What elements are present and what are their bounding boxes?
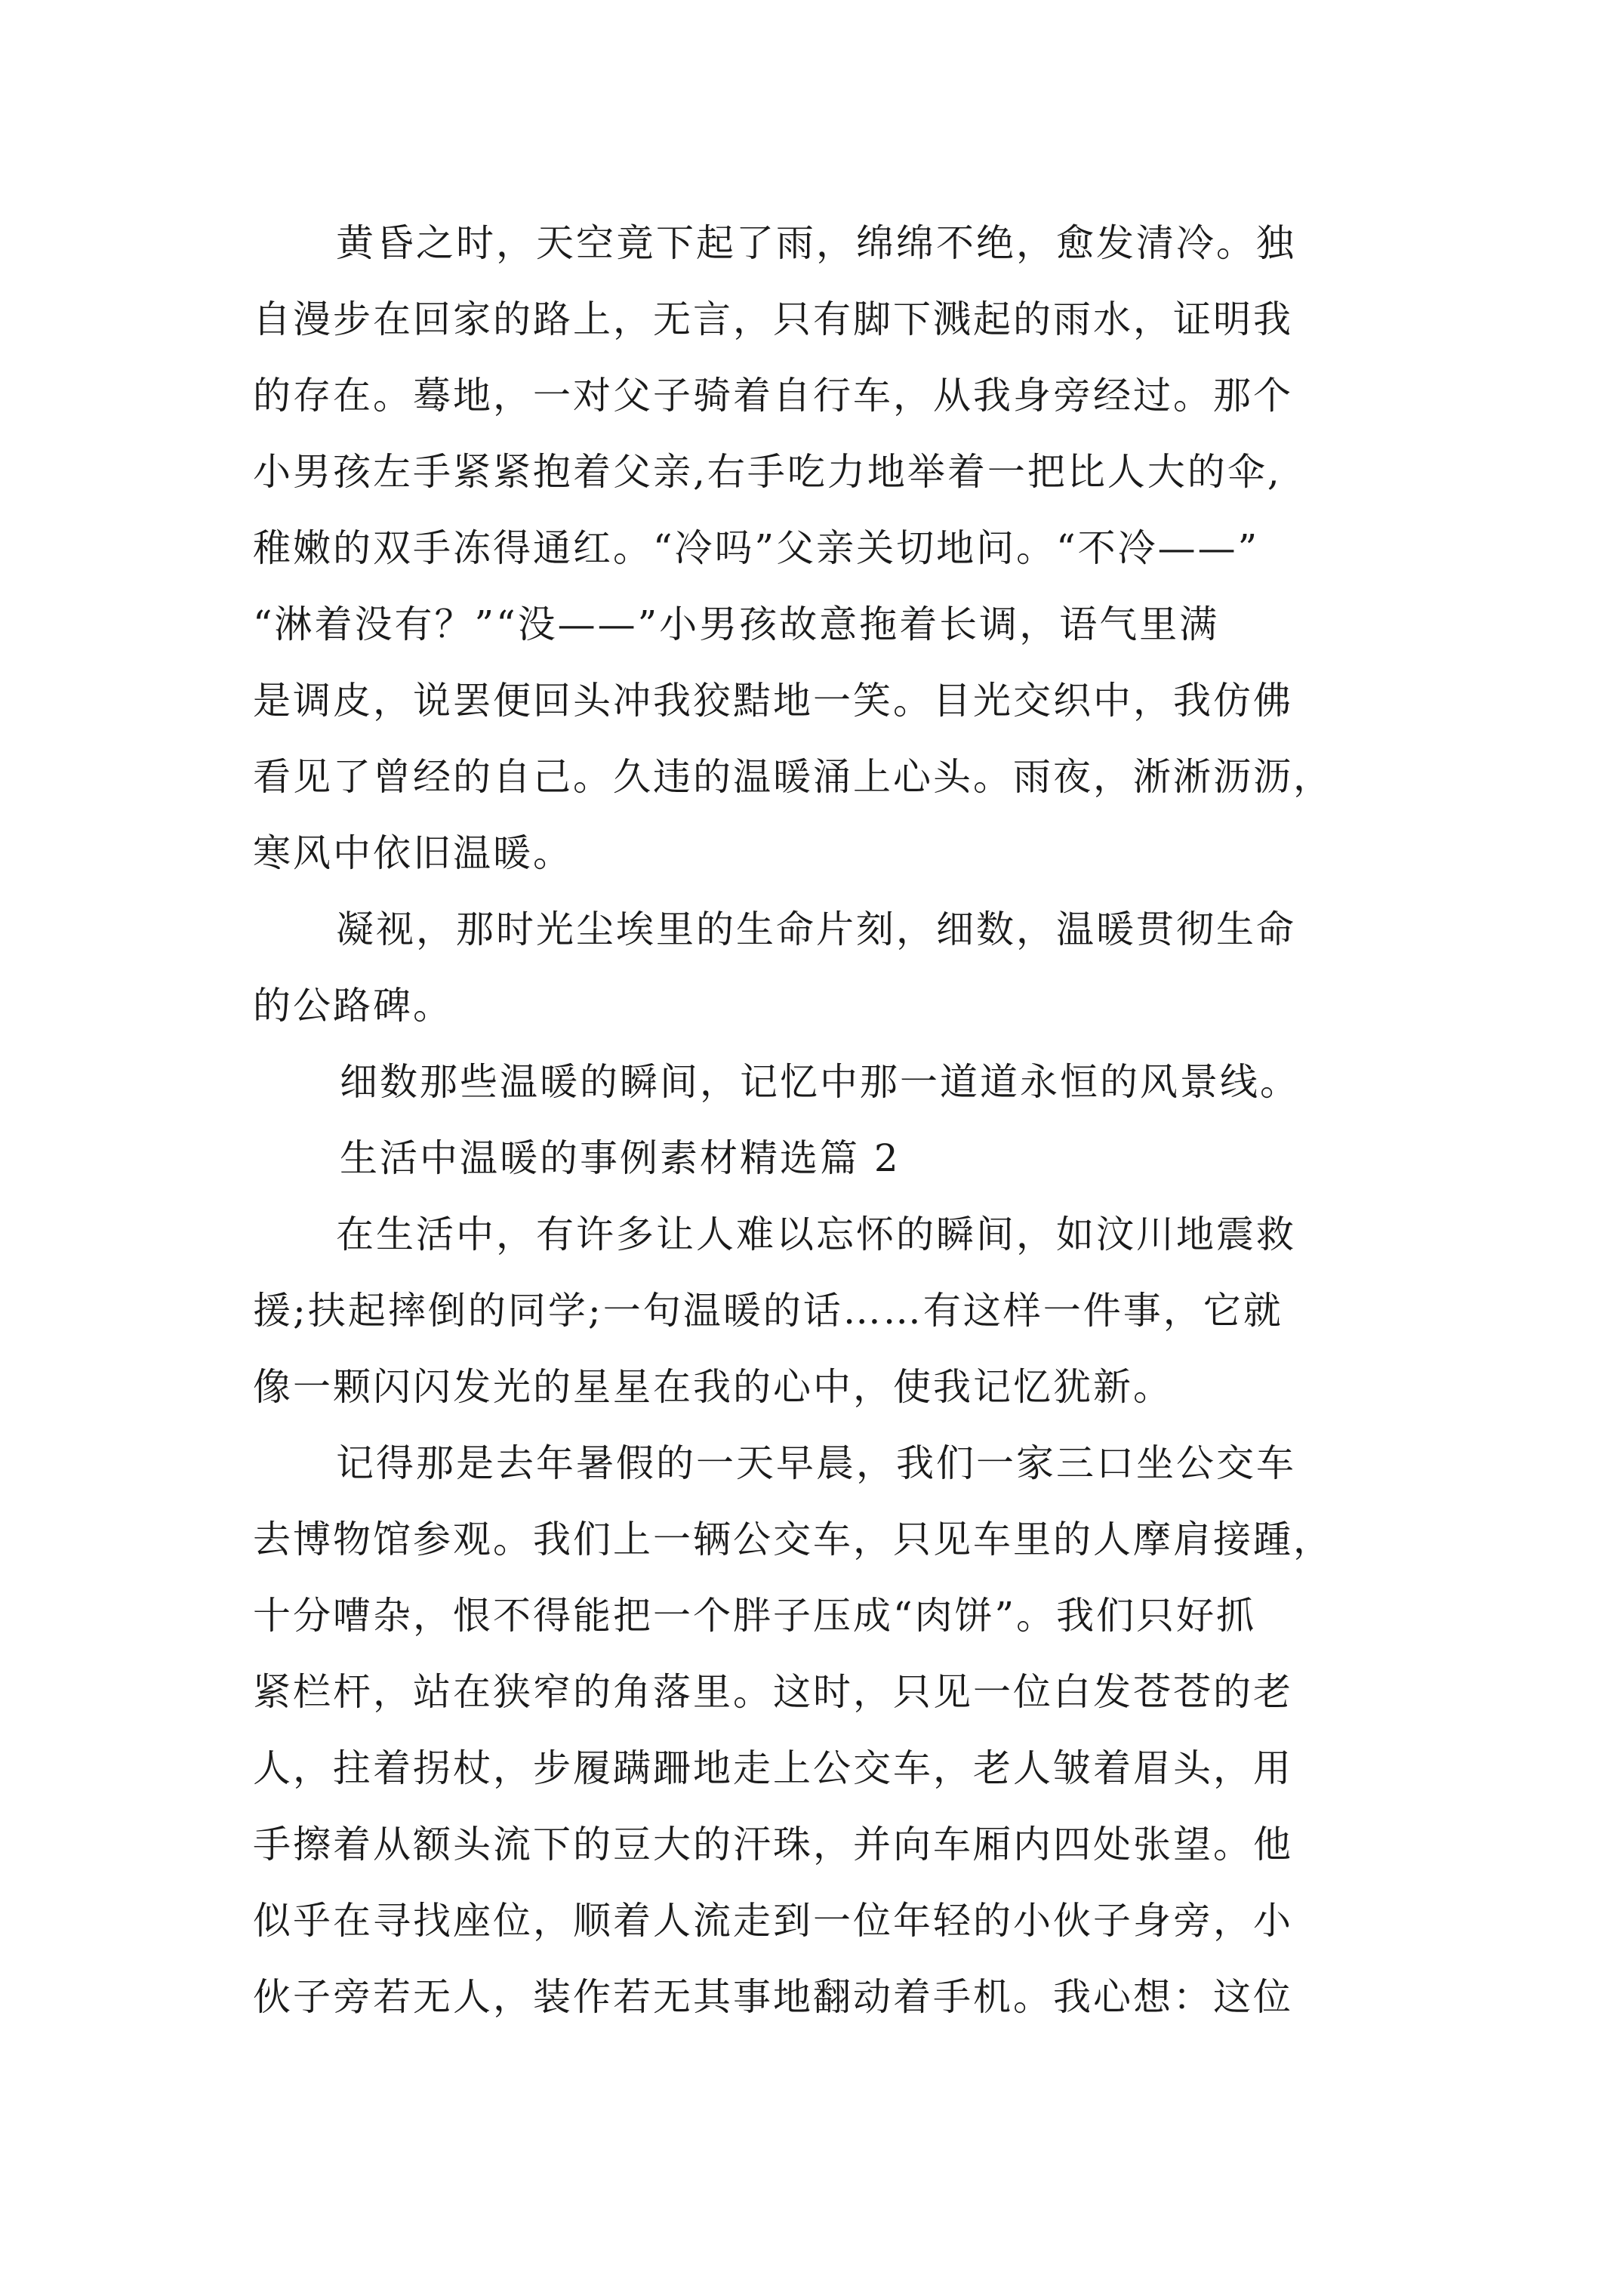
text-line: 的存在。蓦地，一对父子骑着自行车，从我身旁经过。那个 xyxy=(253,374,1293,418)
text-line: 看见了曾经的自己。久违的温暖涌上心头。雨夜，淅淅沥沥， xyxy=(253,755,1333,799)
text-line: 援;扶起摔倒的同学;一句温暖的话……有这样一件事，它就 xyxy=(253,1289,1283,1333)
text-line: 记得那是去年暑假的一天早晨，我们一家三口坐公交车 xyxy=(336,1441,1296,1485)
text-line: 似乎在寻找座位，顺着人流走到一位年轻的小伙子身旁，小 xyxy=(253,1899,1293,1943)
text-line: 黄昏之时，天空竟下起了雨，绵绵不绝，愈发清冷。独 xyxy=(336,221,1296,265)
text-line: 的公路碑。 xyxy=(253,984,453,1028)
text-line: 人，拄着拐杖，步履蹒跚地走上公交车，老人皱着眉头，用 xyxy=(253,1746,1293,1790)
section-heading: 生活中温暖的事例素材精选篇 2 xyxy=(340,1136,901,1180)
text-line: 在生活中，有许多让人难以忘怀的瞬间，如汶川地震救 xyxy=(336,1213,1296,1256)
text-line: 小男孩左手紧紧抱着父亲,右手吃力地举着一把比人大的伞, xyxy=(253,450,1282,494)
text-line: 伙子旁若无人，装作若无其事地翻动着手机。我心想：这位 xyxy=(253,1975,1293,2019)
text-line: 凝视，那时光尘埃里的生命片刻，细数，温暖贯彻生命 xyxy=(336,908,1296,951)
text-line: “淋着没有？”“没——”小男孩故意拖着长调，语气里满 xyxy=(253,603,1220,646)
document-body xyxy=(253,205,1385,2036)
text-line: 细数那些温暖的瞬间，记忆中那一道道永恒的风景线。 xyxy=(340,1060,1300,1104)
text-line: 寒风中依旧温暖。 xyxy=(253,831,573,875)
text-line: 是调皮，说罢便回头冲我狡黠地一笑。目光交织中，我仿佛 xyxy=(253,679,1293,723)
text-line: 像一颗闪闪发光的星星在我的心中，使我记忆犹新。 xyxy=(253,1365,1173,1409)
text-line: 紧栏杆，站在狭窄的角落里。这时，只见一位白发苍苍的老 xyxy=(253,1670,1293,1714)
text-line: 手擦着从额头流下的豆大的汗珠，并向车厢内四处张望。他 xyxy=(253,1823,1293,1866)
text-line: 自漫步在回家的路上，无言，只有脚下溅起的雨水，证明我 xyxy=(253,297,1293,341)
text-line: 去博物馆参观。我们上一辆公交车，只见车里的人摩肩接踵， xyxy=(253,1518,1333,1561)
text-line: 十分嘈杂，恨不得能把一个胖子压成“肉饼”。我们只好抓 xyxy=(253,1594,1257,1638)
text-line: 稚嫩的双手冻得通红。“冷吗”父亲关切地问。“不冷——” xyxy=(253,526,1260,570)
